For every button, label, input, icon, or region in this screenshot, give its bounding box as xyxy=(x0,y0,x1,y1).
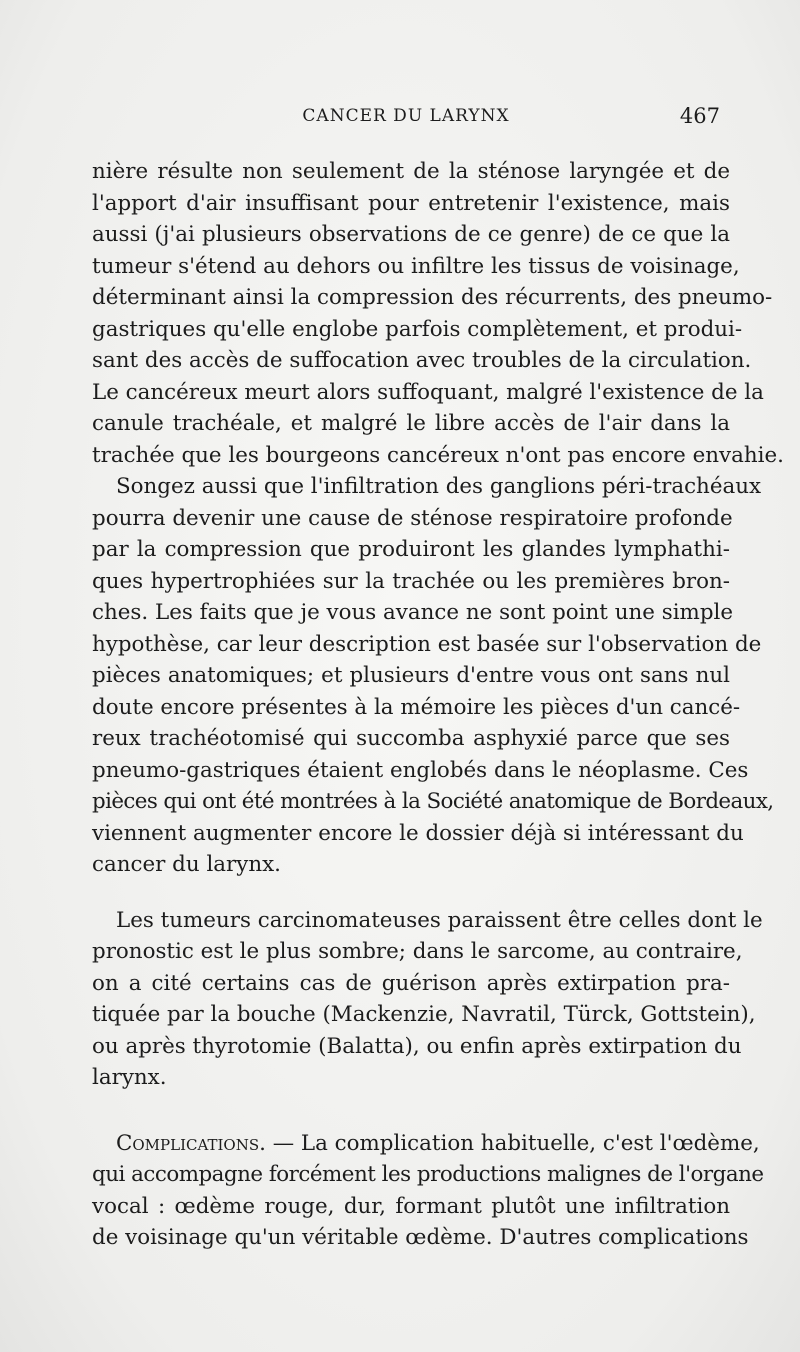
text-line: Les tumeurs carcinomateuses paraissent être celles dont le xyxy=(116,907,763,933)
paragraph-4 xyxy=(92,1128,764,1254)
text-line: reux trachéotomisé qui succomba asphyxié parce que ses xyxy=(92,726,730,751)
text-line: on a cité certains cas de guérison après extirpation pra- xyxy=(92,970,730,996)
text-line: tumeur s'étend au dehors ou infiltre les tissus de voisinage, xyxy=(92,253,740,279)
text-line: ches. Les faits que je vous avance ne sont point une simple xyxy=(92,600,734,625)
text-line: tiquée par la bouche (Mackenzie, Navratil, Türck, Gottstein), xyxy=(92,1002,756,1027)
text-line: pronostic est le plus sombre; dans le sarcome, au contraire, xyxy=(92,939,743,964)
text-line: viennent augmenter encore le dossier déjà si intéressant du xyxy=(92,820,744,846)
paragraph-1 xyxy=(92,156,784,471)
text-line: pourra devenir une cause de sténose respiratoire profonde xyxy=(92,505,733,531)
text-line xyxy=(92,1128,760,1160)
body-text xyxy=(92,156,784,1254)
text-line: hypothèse, car leur description est basée sur l'observation de xyxy=(92,631,762,657)
page-number: 467 xyxy=(679,104,720,128)
text-line: de voisinage qu'un véritable œdème. D'autres complications xyxy=(92,1225,749,1250)
text-line: qui accompagne forcément les productions malignes de l'organe xyxy=(92,1162,764,1187)
text-line: pièces anatomiques; et plusieurs d'entre vous ont sans nul xyxy=(92,663,730,688)
text-line: canule trachéale, et malgré le libre accès de l'air dans la xyxy=(92,411,730,436)
text-line: sant des accès de suffocation avec troubles de la circulation. xyxy=(92,348,752,373)
text-line: larynx. xyxy=(92,1065,167,1090)
running-title: CANCER DU LARYNX xyxy=(302,106,510,126)
paragraph-3 xyxy=(92,905,763,1094)
text-line: par la compression que produiront les glandes lymphathi- xyxy=(92,537,730,562)
text-line: vocal : œdème rouge, dur, formant plutôt une infiltration xyxy=(92,1193,730,1219)
running-head xyxy=(92,104,720,134)
text-line: aussi (j'ai plusieurs observations de ce genre) de ce que la xyxy=(92,222,730,247)
paragraph-2 xyxy=(92,471,774,881)
section-heading: Complications. xyxy=(116,1130,266,1156)
text-line: ques hypertrophiées sur la trachée ou les premières bron- xyxy=(92,568,730,594)
text-line: pneumo-gastriques étaient englobés dans le néoplasme. Ces xyxy=(92,757,749,783)
text-line: ou après thyrotomie (Balatta), ou enfin après extirpation du xyxy=(92,1033,742,1059)
text-line: pièces qui ont été montrées à la Société anatomique de Bordeaux, xyxy=(92,789,774,814)
text-line: l'apport d'air insuffisant pour entretenir l'existence, mais xyxy=(92,190,730,216)
text-line: cancer du larynx. xyxy=(92,852,281,877)
text-line: Le cancéreux meurt alors suffoquant, malgré l'existence de la xyxy=(92,379,764,405)
text-line: gastriques qu'elle englobe parfois complètement, et produi- xyxy=(92,316,743,342)
text-line: déterminant ainsi la compression des récurrents, des pneumo- xyxy=(92,285,773,310)
text-line: nière résulte non seulement de la sténose laryngée et de xyxy=(92,159,730,184)
text-line: Songez aussi que l'infiltration des ganglions péri-trachéaux xyxy=(116,474,762,499)
text-line: doute encore présentes à la mémoire les pièces d'un cancé- xyxy=(92,694,741,720)
text-line: trachée que les bourgeons cancéreux n'ont pas encore envahie. xyxy=(92,442,784,468)
text-fragment: — La complication habituelle, c'est l'œdème, xyxy=(265,1130,760,1156)
